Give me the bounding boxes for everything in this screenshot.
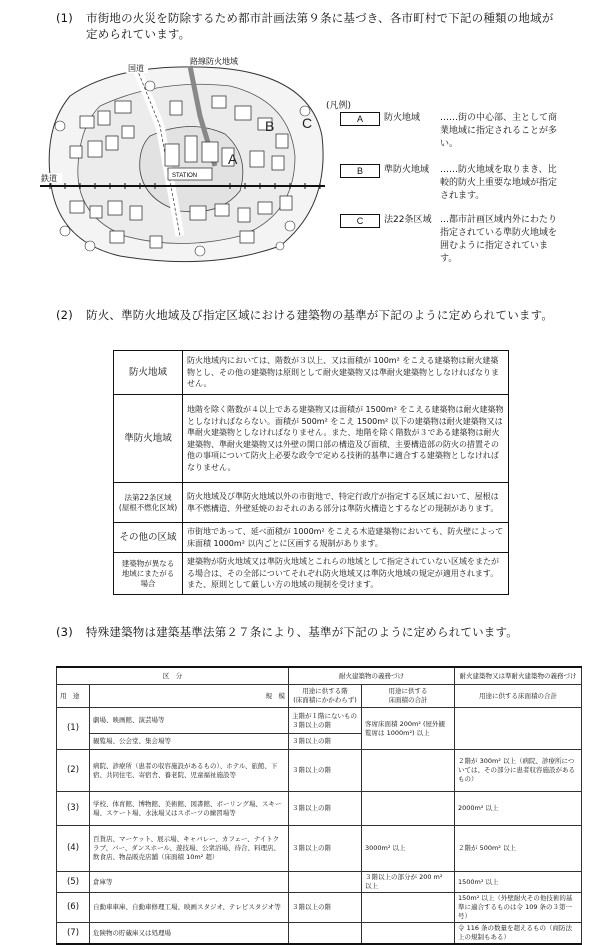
row-area [362,893,455,923]
row-floor: 主階が１階にないもの ３階以上の階 [289,708,362,734]
row-body: 防火地域及び準防火地域以外の市街地で、特定行政庁が指定する区域において、屋根は準不燃構造、外壁延焼のおそれのある部分は準防火構造とするなどの規制があります。 [183,483,509,523]
legend-key: B [340,164,380,178]
map-label-railway: 鉄道 [41,174,57,183]
header-youto: 用 途 [57,685,90,708]
header-sub2: 用途に供する 床面積の合計 [362,685,455,708]
row-use: 百貨店、マーケット、展示場、キャバレー、カフェー、ナイトクラブ、バー、ダンスホール、遊技場、公衆浴場、待合、料理店、飲食店、物品販売店舗（床面積 10m² 超） [90,826,289,872]
row-number: (3) [57,792,90,826]
table-row [114,395,509,483]
section-number: (3) [56,625,73,639]
row-jun [455,708,582,750]
row-jun: 1500m² 以上 [455,872,582,893]
row-floor: ３階以上の階 [289,750,362,792]
row-body: 建築物が防火地域又は準防火地域とこれらの地域として指定されていない区域をまたがる場合は、その全部についてそれぞれ防火地域又は準防火地域の規定が適用されます。また、原則として厳しい方の地域の規制を受けます。 [183,553,509,595]
row-jun: 150m² 以上（外壁耐火その他技術的基準に適合するものは令 109 条の３第一号） [455,893,582,923]
legend-item-c [340,214,564,276]
legend-item-a [340,112,564,160]
section-text: 防火、準防火地域及び指定区域における建築物の基準が下記のように定められています。 [86,308,554,322]
row-area [362,792,455,826]
row-jun: 令 116 条の数量を超えるもの（商防法上の規制もある） [455,923,582,945]
row-body: 市街地であって、延べ面積が 1000m² をこえる木造建築物においても、防火壁によって床面積 1000m² 以内ごとに区画する規制があります。 [183,523,509,553]
row-area: 客席床面積 200m² (屋外観覧席は 1000m²) 以上 [362,708,455,750]
row-jun: ２階が 300m² 以上（病院、診療所については、その部分に患者収容施設があるもの） [455,750,582,792]
row-floor: ３階以上の階 [289,826,362,872]
row-floor [289,872,362,893]
legend-key: A [340,112,380,126]
table-subheader-row [57,685,582,708]
table-row [114,351,509,395]
row-area: ３階以上の部分が 200 m² 以上 [362,872,455,893]
map-zone-b: B [265,118,275,134]
row-header: 防火地域 [114,351,183,395]
row-number: (1) [57,708,90,750]
table-row [114,483,509,523]
header-kubun: 区 分 [57,667,289,685]
table-row [57,826,582,872]
header-sub3: 用途に供する床面積の合計 [455,685,582,708]
row-header: その他の区域 [114,523,183,553]
row-jun: 2000m² 以上 [455,792,582,826]
legend-key: C [340,214,380,228]
legend-name: 準防火地域 [384,165,430,175]
row-use: 危険物の貯蔵庫又は処理場 [90,923,289,945]
header-sub1: 用途に供する階 (床面積にかかわらず) [289,685,362,708]
header-kibo: 規 模 [90,685,289,708]
row-floor: ３階以上の階 [289,734,362,750]
row-body: 地階を除く階数が４以上である建築物又は面積が 1500m² をこえる建築物は耐火建築物としなければならない。面積が 500m² をこえ 1500m² 以下の建築物は耐火建築物又は準耐火建築物としなければなりません。また、地階を除く階数が３である建築物は耐火建築物、準耐火建築物又は外壁の開口部の構造及び面積、主要構造部の防火の措置その他の事項について防火上必要な政令で定める技術的基準に適合する建築物としなければなりません。 [183,395,509,483]
row-number: (6) [57,893,90,923]
row-body: 防火地域内においては、階数が３以上、又は面積が 100m² をこえる建築物は耐火建築物とし、その他の建築物は原則として耐火建築物又は準耐火建築物としなければなりません。 [183,351,509,395]
row-floor: ３階以上の階 [289,893,362,923]
legend-item-b [340,164,564,212]
section-number: (1) [56,11,73,25]
table-row [57,923,582,945]
table-row [57,750,582,792]
zoning-map-svg [40,56,325,268]
row-number: (4) [57,826,90,872]
map-label-road: 国道 [128,64,144,73]
section-text: 特殊建築物は建築基準法第２７条により、基準が下記のように定められています。 [86,625,518,639]
section-text: 市街地の火災を防除するため都市計画法第９条に基づき、各市町村で下記の種類の地域が定められています。 [86,11,554,41]
special-buildings-table [56,666,582,945]
table-row [57,893,582,923]
row-number: (5) [57,872,90,893]
table-row [114,553,509,595]
legend-desc: ……防火地域を取りまき、比較的防火上重要な地域が指定されます。 [440,165,558,201]
row-use: 観覧場、公会堂、集会場等 [90,734,289,750]
legend-title: (凡例) [326,101,352,111]
row-area: 3000m² 以上 [362,826,455,872]
table-row [57,872,582,893]
legend-name: 法22条区域 [384,215,432,225]
map-label-station: STATION [172,173,198,179]
table-row [57,708,582,734]
row-header: 建築物が異なる 地域にまたがる 場合 [114,553,183,595]
header-jun: 耐火建築物又は準耐火建築物の義務づけ [455,667,582,685]
table-header-row [57,667,582,685]
row-jun: ２階が 500m² 以上 [455,826,582,872]
legend-desc: ……街の中心部、主として商業地域に指定されることが多い。 [440,113,558,149]
header-taika: 耐火建築物の義務づけ [289,667,455,685]
legend-desc: …都市計画区域内外にわたり指定されている準防火地域を囲むように指定されています。 [440,215,558,264]
row-area [362,923,455,945]
table-row [57,792,582,826]
row-use: 病院、診療所（患者の収容施設があるもの）、ホテル、旅館、下宿、共同住宅、寄宿舎、養老院、児童福祉施設等 [90,750,289,792]
row-use: 自動車車庫、自動車修理工場、映画スタジオ、テレビスタジオ等 [90,893,289,923]
row-floor: ３階以上の階 [289,792,362,826]
section-number: (2) [56,308,73,322]
row-floor [289,923,362,945]
map-label-fire-road: 路線防火地域 [190,57,238,66]
row-header: 準防火地域 [114,395,183,483]
row-use: 倉庫等 [90,872,289,893]
row-use: 学校、体育館、博物館、美術館、図書館、ボーリング場、スキー場、スケート場、水泳場又はスポーツの練習場等 [90,792,289,826]
fire-zone-standards-table [113,350,509,595]
row-number: (2) [57,750,90,792]
zoning-map-illustration [40,56,325,268]
map-zone-a: A [228,151,238,167]
table-row [114,523,509,553]
row-number: (7) [57,923,90,945]
map-zone-c: C [302,115,313,131]
row-area [362,750,455,792]
legend-name: 防火地域 [384,113,421,123]
row-use: 劇場、映画館、演芸場等 [90,708,289,734]
row-header: 法第22条区域 (屋根不燃化区域) [114,483,183,523]
